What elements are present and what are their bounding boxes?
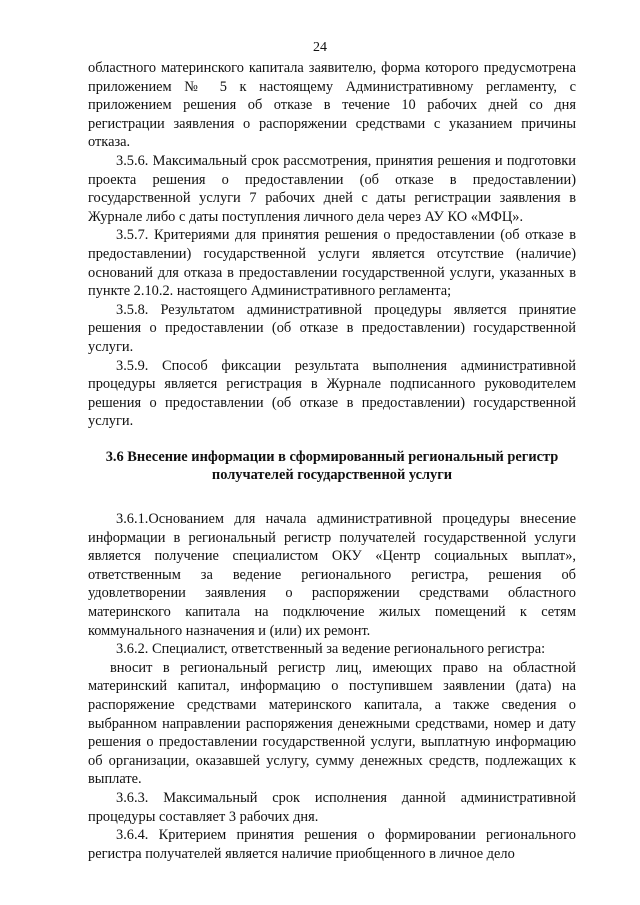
paragraph-3-5-7: 3.5.7. Критериями для принятия решения о предоставлении (об отказе в предоставлении) государственной услуги является отсутствие (наличие) оснований для отказа в предоставлении государственной услуги, указанных в пункте 2.10.2. настоящего Административного регламента; bbox=[88, 227, 576, 300]
paragraph-continuation: областного материнского капитала заявителю, форма которого предусмотрена приложением № 5 к настоящему Административному регламенту, с приложением решения об отказе в течение 10 рабочих дней со дня регистрации заявления о распоряжении средствами с указанием причины отказа. bbox=[88, 60, 576, 151]
paragraph-3-5-6: 3.5.6. Максимальный срок рассмотрения, принятия решения и подготовки проекта решения о предоставлении (об отказе в предоставлении) государственной услуги 7 рабочих дней с даты регистрации заявления в Журнале либо с даты поступления личного дела через АУ КО «МФЦ». bbox=[88, 152, 576, 225]
paragraph-3-5-8: 3.5.8. Результатом административной процедуры является принятие решения о предоставлении (об отказе в предоставлении) государственной услуги. bbox=[88, 301, 576, 355]
page-number: 24 bbox=[313, 40, 327, 55]
paragraph-3-6-1: 3.6.1.Основанием для начала административной процедуры внесение информации в региональный регистр получателей государственной услуги является получение специалистом ОКУ «Центр социальных выплат», ответственным за ведение регионального регистра, решения об удовлетворении заявления о распоряжении средствами областного материнского капитала на подключение жилых помещений к сетям коммунального назначения и (или) их ремонт. bbox=[88, 511, 576, 639]
paragraph-3-6-2-detail: вносит в региональный регистр лиц, имеющих право на областной материнский капитал, информацию о поступившем заявлении (дата) на распоряжение средствами материнского капитала, а также сведения о выбранном направлении распоряжения денежными средствами, номер и дату решения о предоставлении государственной услуги, выплатную информацию об организации, оказавшей услугу, сумму денежных средств, подлежащих к выплате. bbox=[88, 659, 576, 788]
section-heading-line-1: 3.6 Внесение информации в сформированный региональный регистр bbox=[105, 448, 559, 465]
paragraph-3-6-3: 3.6.3. Максимальный срок исполнения данной административной процедуры составляет 3 рабочих дня. bbox=[88, 789, 576, 825]
paragraph-3-6-2: 3.6.2. Специалист, ответственный за ведение регионального регистра: bbox=[116, 641, 546, 658]
section-heading-line-2: получателей государственной услуги bbox=[211, 467, 453, 484]
paragraph-3-5-9: 3.5.9. Способ фиксации результата выполнения административной процедуры является регистрация в Журнале подписанного руководителем решения о предоставлении (об отказе в предоставлении) государственной услуги. bbox=[88, 357, 576, 430]
spacer bbox=[88, 485, 576, 510]
section-heading bbox=[88, 448, 576, 485]
paragraph-3-6-4: 3.6.4. Критерием принятия решения о формировании регионального регистра получателей является наличие приобщенного в личное дело bbox=[88, 827, 576, 862]
document-body bbox=[88, 59, 576, 863]
spacer bbox=[88, 431, 576, 448]
